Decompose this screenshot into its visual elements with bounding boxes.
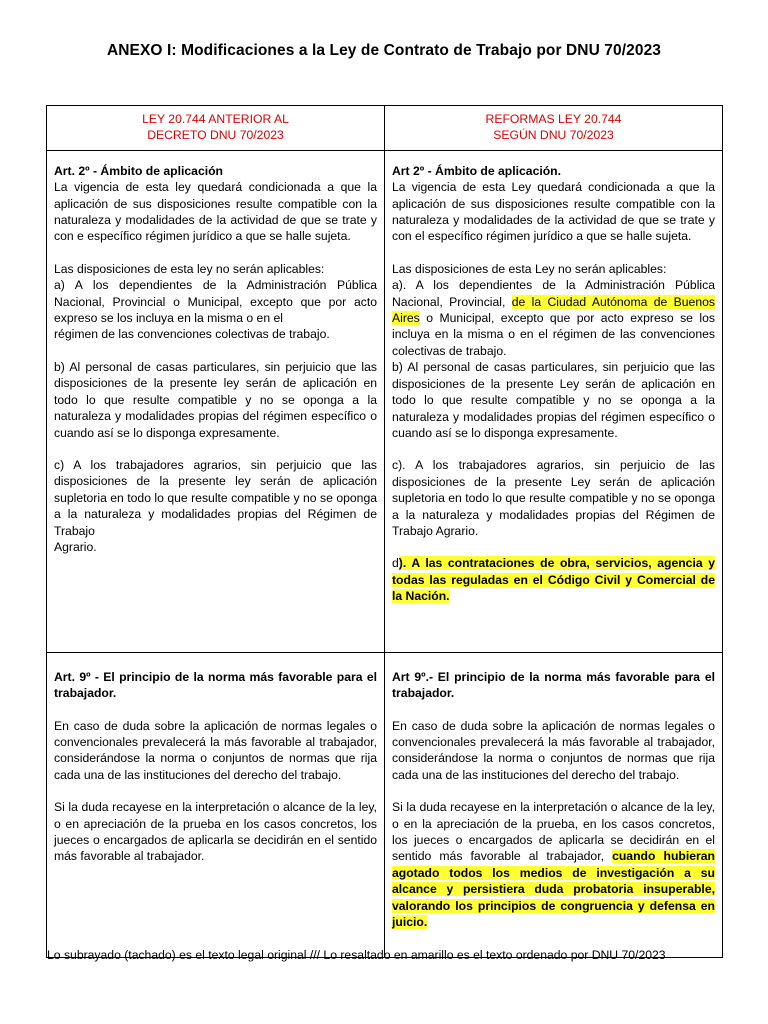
table-row-art2: [47, 150, 723, 652]
header-right-line1: REFORMAS LEY 20.744: [485, 112, 622, 126]
comparison-table: [46, 105, 723, 958]
header-left-line1: LEY 20.744 ANTERIOR AL: [142, 112, 289, 126]
art9-original-heading: Art. 9º - El principio de la norma más favorable para el trabajador.: [54, 669, 377, 701]
art2-reformed-p2: Las disposiciones de esta Ley no serán aplicables:: [392, 261, 667, 276]
table-row-art9: [47, 652, 723, 957]
highlight-contrataciones: ). A las contrataciones de obra, servicios, agencia y todas las reguladas en el Código Civil y Comercial de la Nación.: [392, 556, 715, 604]
highlight-caba: de la Ciudad Autónoma de Buenos Aires: [392, 294, 715, 326]
header-previous-law: [47, 106, 385, 151]
art2-original-cell: [47, 150, 385, 652]
art2-reformed-p1: La vigencia de esta Ley quedará condicionada a que la aplicación de sus disposiciones resulte compatible con la naturaleza y modalidades de la actividad de que se trate y con el específico régimen jurídico a que se halle sujeta.: [392, 180, 715, 244]
art2-original-p1: La vigencia de esta ley quedará condicionada a que la aplicación de sus disposiciones resulte compatible con la naturaleza y modalidades de la actividad de que se trate y con e específico régimen jurídico a que se halle sujeta.: [54, 180, 377, 244]
art2-original-a2: régimen de las convenciones colectivas de trabajo.: [54, 327, 330, 342]
page-title: ANEXO I: Modificaciones a la Ley de Contrato de Trabajo por DNU 70/2023: [106, 42, 662, 59]
art2-original-b: b) Al personal de casas particulares, sin perjuicio que las disposiciones de la presente ley serán de aplicación en todo lo que resulte compatible y no se oponga a la naturaleza y modalidades propias del régimen específico o cuando así se lo disponga expresamente.: [54, 359, 377, 440]
art2-reformed-c: c). A los trabajadores agrarios, sin perjuicio de las disposiciones de la presente Ley serán de aplicación supletoria en todo lo que resulte compatible y no se oponga a la naturaleza y modalidades propias del Régimen de Trabajo Agrario.: [392, 458, 715, 538]
highlight-duda-probatoria: cuando hubieran agotado todos los medios de investigación a su alcance y persistiera duda probatoria insuperable, valorando los principios de congruencia y defensa en juicio.: [392, 849, 715, 930]
header-right-line2: SEGÚN DNU 70/2023: [493, 128, 614, 143]
art2-reformed-a: [392, 277, 715, 359]
footer-note: Lo subrayado (tachado) es el texto legal original /// Lo resaltado en amarillo es el texto ordenado por DNU 70/2023: [47, 948, 666, 962]
art2-reformed-d-pre: d: [392, 556, 399, 571]
art9-reformed-p2-pre: Si la duda recayese en la interpretación o alcance de la ley, o en la apreciación de la prueba, en los casos concretos, los jueces o encargados de aplicarla se decidirán en el sentido más favorable al trabajador,: [392, 800, 715, 864]
art2-original-heading: Art. 2º - Ámbito de aplicación: [54, 163, 224, 178]
table-header-row: [47, 106, 723, 151]
art9-reformed-p2: [392, 799, 715, 930]
art2-original-c2: Agrario.: [54, 539, 97, 554]
art2-reformed-a-post: o Municipal, excepto que por acto expreso se los incluya en la misma o en el régimen de las convenciones colectivas de trabajo.: [392, 311, 715, 358]
art2-reformed-cell: [385, 150, 723, 652]
art9-original-cell: [47, 652, 385, 957]
header-left-line2: DECRETO DNU 70/2023: [147, 128, 284, 143]
art9-reformed-cell: [385, 652, 723, 957]
art2-original-c1: c) A los trabajadores agrarios, sin perjuicio que las disposiciones de la presente ley serán de aplicación supletoria en todo lo que resulte compatible y no se oponga a la naturaleza y modalidades propias del Régimen de Trabajo: [54, 457, 377, 538]
art9-reformed-heading: Art 9º.- El principio de la norma más favorable para el trabajador.: [392, 669, 715, 701]
header-reformed-law: [385, 106, 723, 151]
art2-reformed-b: b) Al personal de casas particulares, sin perjuicio que las disposiciones de la presente Ley serán de aplicación en todo lo que resulte compatible y no se oponga a la naturaleza y modalidades propias del régimen específico o cuando así se lo disponga expresamente.: [392, 360, 715, 440]
art2-reformed-d: [392, 555, 715, 604]
art2-original-p2: Las disposiciones de esta ley no serán aplicables:: [54, 261, 325, 276]
art9-original-p1: En caso de duda sobre la aplicación de normas legales o convencionales prevalecerá la más favorable al trabajador, considerándose la norma o conjuntos de normas que rija cada una de las instituciones del derecho del trabajo.: [54, 718, 377, 782]
art9-reformed-p1: En caso de duda sobre la aplicación de normas legales o convencionales prevalecerá la más favorable al trabajador, considerándose la norma o conjuntos de normas que rija cada una de las instituciones del derecho del trabajo.: [392, 718, 715, 782]
art2-reformed-a-pre: a). A los dependientes de la Administración Pública Nacional, Provincial,: [392, 278, 715, 309]
art2-original-a1: a) A los dependientes de la Administración Pública Nacional, Provincial o Municipal, excepto que por acto expreso se los incluya en la misma o en el: [54, 278, 377, 326]
art2-reformed-heading: Art 2º - Ámbito de aplicación.: [392, 163, 562, 178]
art9-original-p2: Si la duda recayese en la interpretación o alcance de la ley, o en apreciación de la prueba en los casos concretos, los jueces o encargados de aplicarla se decidirán en el sentido más favorable al trabajador.: [54, 800, 377, 864]
